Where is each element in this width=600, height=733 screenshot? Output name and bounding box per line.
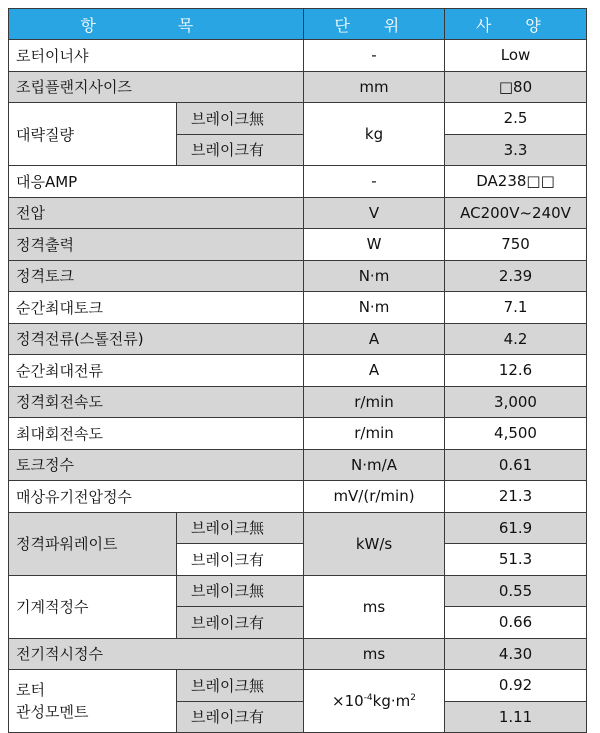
row-value: 0.55	[445, 575, 587, 607]
unit-exponent: -4	[363, 693, 373, 703]
row-unit: ms	[304, 638, 445, 670]
row-item: 정격전류(스톨전류)	[9, 323, 304, 355]
row-value: 61.9	[445, 512, 587, 544]
row-item: 로터이너샤	[9, 40, 304, 72]
row-value: 2.5	[445, 103, 587, 135]
row-item: 대응AMP	[9, 166, 304, 198]
row-item: 순간최대전류	[9, 355, 304, 387]
row-value: 21.3	[445, 481, 587, 513]
row-unit: ms	[304, 575, 445, 638]
row-value: 0.61	[445, 449, 587, 481]
table-row	[9, 638, 587, 670]
row-item: 대략질량	[9, 103, 177, 166]
table-row	[9, 40, 587, 72]
row-value: 0.66	[445, 607, 587, 639]
table-row	[9, 71, 587, 103]
row-item: 매상유기전압정수	[9, 481, 304, 513]
row-item: 토크정수	[9, 449, 304, 481]
row-unit: A	[304, 323, 445, 355]
row-unit: A	[304, 355, 445, 387]
row-value: AC200V~240V	[445, 197, 587, 229]
table-row	[9, 197, 587, 229]
row-value: 3.3	[445, 134, 587, 166]
row-value: 12.6	[445, 355, 587, 387]
header-row	[9, 9, 587, 40]
row-unit: mV/(r/min)	[304, 481, 445, 513]
row-item: 기계적정수	[9, 575, 177, 638]
header-unit: 단 위	[304, 9, 445, 40]
row-value: Low	[445, 40, 587, 72]
table-row	[9, 575, 587, 607]
row-item: 순간최대토크	[9, 292, 304, 324]
row-value: 2.39	[445, 260, 587, 292]
header-spec: 사 양	[445, 9, 587, 40]
row-value: DA238□□	[445, 166, 587, 198]
row-unit: -	[304, 166, 445, 198]
row-value: 750	[445, 229, 587, 261]
row-sub-label: 브레이크有	[177, 544, 304, 576]
unit-exponent: 2	[410, 693, 416, 703]
table-row	[9, 229, 587, 261]
row-sub-label: 브레이크無	[177, 670, 304, 702]
row-unit: mm	[304, 71, 445, 103]
row-value: 3,000	[445, 386, 587, 418]
table-row	[9, 292, 587, 324]
row-value: 0.92	[445, 670, 587, 702]
row-unit: N·m/A	[304, 449, 445, 481]
row-item: 정격토크	[9, 260, 304, 292]
row-sub-label: 브레이크有	[177, 701, 304, 733]
row-unit: N·m	[304, 292, 445, 324]
row-item: 전압	[9, 197, 304, 229]
row-value: 4,500	[445, 418, 587, 450]
unit-part: ×10	[332, 692, 364, 710]
table-row	[9, 670, 587, 702]
row-unit	[304, 670, 445, 733]
row-item: 정격파워레이트	[9, 512, 177, 575]
table-row	[9, 386, 587, 418]
row-value: 51.3	[445, 544, 587, 576]
row-item: 정격출력	[9, 229, 304, 261]
table-row	[9, 103, 587, 135]
row-unit: V	[304, 197, 445, 229]
row-item: 정격회전속도	[9, 386, 304, 418]
spec-table-container	[8, 8, 587, 733]
row-value: 4.2	[445, 323, 587, 355]
row-unit: -	[304, 40, 445, 72]
table-row	[9, 449, 587, 481]
row-sub-label: 브레이크無	[177, 103, 304, 135]
row-value: 1.11	[445, 701, 587, 733]
table-row	[9, 481, 587, 513]
table-row	[9, 512, 587, 544]
spec-table	[8, 8, 587, 733]
row-item-line: 관성모멘트	[16, 703, 89, 721]
row-unit: r/min	[304, 418, 445, 450]
row-sub-label: 브레이크無	[177, 575, 304, 607]
row-value: 4.30	[445, 638, 587, 670]
row-unit: r/min	[304, 386, 445, 418]
row-unit: kW/s	[304, 512, 445, 575]
row-item-multiline	[9, 670, 177, 733]
unit-part: kg·m	[372, 692, 411, 710]
row-unit: kg	[304, 103, 445, 166]
row-item: 전기적시정수	[9, 638, 304, 670]
row-sub-label: 브레이크有	[177, 134, 304, 166]
row-unit: W	[304, 229, 445, 261]
table-row	[9, 355, 587, 387]
table-row	[9, 418, 587, 450]
table-row	[9, 166, 587, 198]
row-value: 7.1	[445, 292, 587, 324]
row-sub-label: 브레이크有	[177, 607, 304, 639]
table-row	[9, 323, 587, 355]
row-value: □80	[445, 71, 587, 103]
row-item: 조립플랜지사이즈	[9, 71, 304, 103]
row-sub-label: 브레이크無	[177, 512, 304, 544]
header-item: 항 목	[9, 9, 304, 40]
row-unit: N·m	[304, 260, 445, 292]
table-row	[9, 260, 587, 292]
row-item-line: 로터	[16, 681, 45, 699]
row-item: 최대회전속도	[9, 418, 304, 450]
